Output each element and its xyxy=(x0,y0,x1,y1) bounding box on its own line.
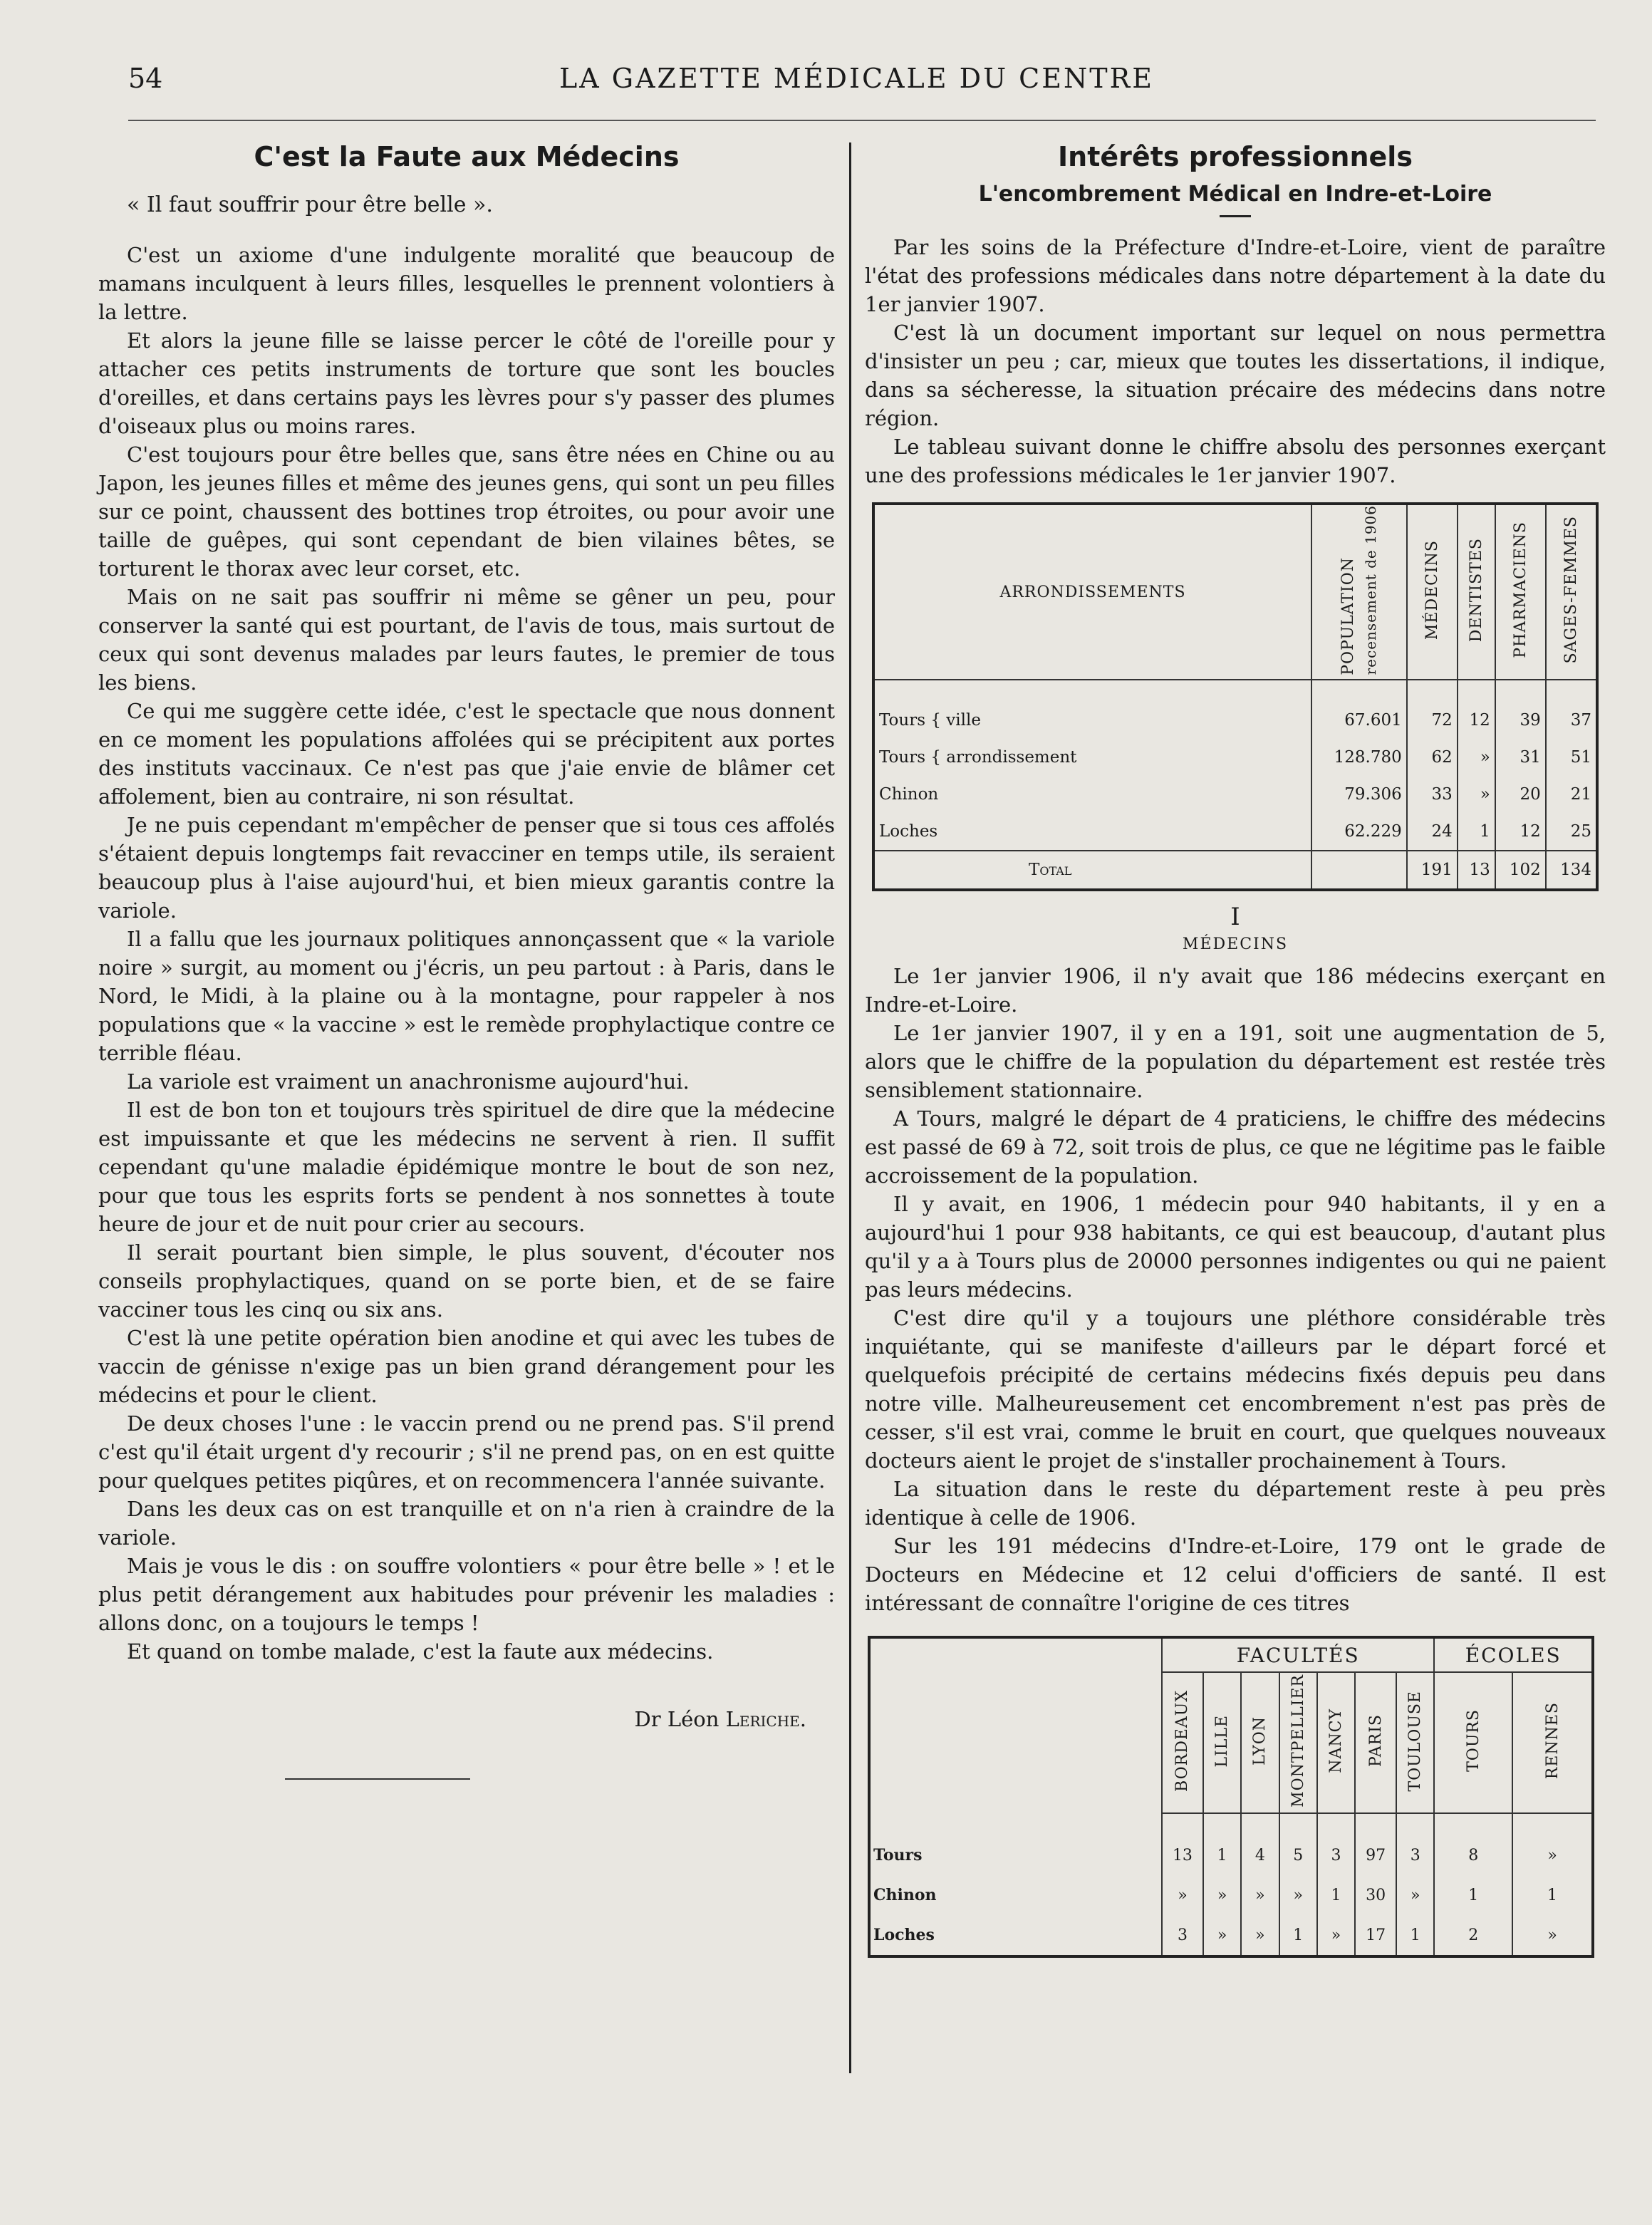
left-paragraph: C'est un axiome d'une indulgente moralité que beaucoup de mamans inculquent à leurs filles, lesquelles le prennent volontiers à la lettre. xyxy=(98,243,835,324)
cell: 12 xyxy=(1495,813,1546,851)
cell: » xyxy=(1203,1915,1241,1956)
right-paragraph: Sur les 191 médecins d'Indre-et-Loire, 179 ont le grade de Docteurs en Médecine et 12 celui d'officiers de santé. Il est intéressant de connaître l'origine de ces titres xyxy=(865,1534,1606,1616)
signature-prefix: Dr Léon xyxy=(634,1707,726,1731)
cell: 24 xyxy=(1407,813,1458,851)
page-header xyxy=(128,63,1546,105)
table-row xyxy=(869,1875,1593,1915)
right-paragraph: Le 1er janvier 1906, il n'y avait que 186 médecins exerçant en Indre-et-Loire. xyxy=(865,964,1606,1017)
column-label: PARIS xyxy=(1366,1714,1385,1768)
header-rule xyxy=(128,120,1596,121)
right-paragraph: Le tableau suivant donne le chiffre absolu des personnes exerçant une des professions médicales le 1er janvier 1907. xyxy=(865,435,1606,487)
cell: 102 xyxy=(1495,851,1546,890)
right-paragraph: Le 1er janvier 1907, il y en a 191, soit une augmentation de 5, alors que le chiffre de la population du département est restée très sensiblement stationnaire. xyxy=(865,1021,1606,1103)
facultes-header: FACULTÉS xyxy=(1162,1637,1434,1672)
cell: 1 xyxy=(1434,1875,1512,1915)
cell: 3 xyxy=(1396,1813,1434,1875)
column-divider xyxy=(849,142,851,2073)
left-paragraph: Il est de bon ton et toujours très spirituel de dire que la médecine est impuissante et que les médecins ne servent à rien. Il suffit cependant qu'une maladie épidémique montre le bout de son nez, pour que tous les esprits forts se pendent à nos sonnettes à toute heure de jour et de nuit pour crier au secours. xyxy=(98,1098,835,1236)
section-number: I xyxy=(1230,903,1240,932)
right-paragraph: C'est dire qu'il y a toujours une pléthore considérable très inquiétante, qui se manifeste d'ailleurs par le départ forcé et quelquefois précipité de certains médecins fixés depuis peu dans notre ville. Malheureusement cet encombrement n'est pas près de cesser, s'il est vrai, comme le bruit en court, que quelques nouveaux docteurs aient le projet de s'installer prochainement à Tours. xyxy=(865,1306,1606,1473)
right-paragraph: C'est là un document important sur lequel on nous permettra d'insister un peu ; car, mieux que toutes les dissertations, il indique, dans sa sécheresse, la situation précaire des médecins dans notre région. xyxy=(865,321,1606,430)
cell: 79.306 xyxy=(1311,776,1407,813)
blank-header xyxy=(869,1637,1162,1813)
column-header xyxy=(1162,1672,1203,1813)
left-paragraph: Dans les deux cas on est tranquille et on n'a rien à craindre de la variole. xyxy=(98,1497,835,1550)
cell: 31 xyxy=(1495,739,1546,776)
column-label: TOULOUSE xyxy=(1406,1690,1425,1792)
column-label: LILLE xyxy=(1213,1714,1232,1768)
cell: 17 xyxy=(1355,1915,1396,1956)
table-total-row xyxy=(873,851,1597,890)
cell: 1 xyxy=(1396,1915,1434,1956)
left-paragraph: Il serait pourtant bien simple, le plus souvent, d'écouter nos conseils prophylactiques, quand on se porte bien, et de se faire vacciner tous les cinq ou six ans. xyxy=(98,1240,835,1322)
diploma-origin-table xyxy=(868,1636,1594,1958)
cell: » xyxy=(1458,776,1495,813)
cell: » xyxy=(1512,1813,1593,1875)
table-header-sages-femmes xyxy=(1546,504,1597,680)
cell: 191 xyxy=(1407,851,1458,890)
cell: 3 xyxy=(1317,1813,1355,1875)
row-label: Loches xyxy=(873,813,1311,851)
cell: 1 xyxy=(1203,1813,1241,1875)
right-article-subtitle: L'encombrement Médical en Indre-et-Loire xyxy=(978,182,1492,207)
left-paragraph: La variole est vraiment un anachronisme aujourd'hui. xyxy=(127,1069,690,1094)
ecoles-header: ÉCOLES xyxy=(1434,1637,1593,1672)
cell: » xyxy=(1512,1915,1593,1956)
total-label-text: Total xyxy=(1029,861,1072,880)
table-row xyxy=(873,776,1597,813)
right-paragraph: A Tours, malgré le départ de 4 praticiens, le chiffre des médecins est passé de 69 à 72, soit trois de plus, ce que ne légitime pas le faible accroissement de la population. xyxy=(865,1106,1606,1188)
right-article-title: Intérêts professionnels xyxy=(1058,141,1413,172)
cell: 134 xyxy=(1546,851,1597,890)
table-header-arrondissements: ARRONDISSEMENTS xyxy=(873,504,1311,680)
column-label: BORDEAUX xyxy=(1173,1689,1192,1792)
cell: 8 xyxy=(1434,1813,1512,1875)
cell: 13 xyxy=(1162,1813,1203,1875)
column-header xyxy=(1434,1672,1512,1813)
cell: 72 xyxy=(1407,680,1458,739)
cell: 13 xyxy=(1458,851,1495,890)
left-paragraph: C'est toujours pour être belles que, sans être nées en Chine ou au Japon, les jeunes filles et même des jeunes gens, qui sont un peu filles sur ce point, chaussent des bottines trop étroites, ou pour avoir une taille de guêpes, qui sont cependant de bien vilaines bêtes, se torturent le thorax avec leur corset, etc. xyxy=(98,442,835,581)
cell: 67.601 xyxy=(1311,680,1407,739)
cell: 33 xyxy=(1407,776,1458,813)
right-paragraph: La situation dans le reste du département reste à peu près identique à celle de 1906. xyxy=(865,1477,1606,1530)
right-article xyxy=(865,135,1606,1958)
cell: 1 xyxy=(1512,1875,1593,1915)
column-label: DENTISTES xyxy=(1467,538,1485,643)
row-label: Tours { ville xyxy=(873,680,1311,739)
left-paragraph: Mais on ne sait pas souffrir ni même se gêner un peu, pour conserver la santé qui est pourtant, de l'avis de tous, mais surtout de ceux qui sont devenus malades par leurs fautes, le premier de tous les biens. xyxy=(98,585,835,695)
table-row xyxy=(869,1915,1593,1956)
column-header xyxy=(1203,1672,1241,1813)
cell: 20 xyxy=(1495,776,1546,813)
total-label xyxy=(873,851,1311,890)
row-label: Loches xyxy=(869,1915,1162,1956)
cell: 97 xyxy=(1355,1813,1396,1875)
page-number: 54 xyxy=(128,63,163,94)
table-header-dentistes xyxy=(1458,504,1495,680)
cell: 30 xyxy=(1355,1875,1396,1915)
column-header xyxy=(1317,1672,1355,1813)
column-header xyxy=(1241,1672,1279,1813)
column-header xyxy=(1396,1672,1434,1813)
table-header-population xyxy=(1311,504,1407,680)
cell: 3 xyxy=(1162,1915,1203,1956)
cell: 62.229 xyxy=(1311,813,1407,851)
column-label: SAGES-FEMMES xyxy=(1562,516,1580,664)
cell: 12 xyxy=(1458,680,1495,739)
section-label: MÉDECINS xyxy=(1182,935,1289,954)
column-label: PHARMACIENS xyxy=(1511,522,1529,659)
cell: 1 xyxy=(1317,1875,1355,1915)
column-label: TOURS xyxy=(1464,1709,1482,1773)
column-header xyxy=(1279,1672,1317,1813)
epigraph: « Il faut souffrir pour être belle ». xyxy=(127,192,493,217)
left-paragraph: Je ne puis cependant m'empêcher de penser que si tous ces affolés s'étaient depuis longtemps fait revacciner en temps utile, ils seraient beaucoup plus à l'aise aujourd'hui, et bien mieux garantis contre la variole. xyxy=(98,813,835,923)
column-label: MONTPELLIER xyxy=(1289,1674,1307,1808)
cell: » xyxy=(1162,1875,1203,1915)
column-header xyxy=(1355,1672,1396,1813)
cell: » xyxy=(1241,1915,1279,1956)
column-label: LYON xyxy=(1251,1716,1269,1765)
cell: 37 xyxy=(1546,680,1597,739)
table-header-pharmaciens xyxy=(1495,504,1546,680)
row-label: Chinon xyxy=(873,776,1311,813)
table-row xyxy=(869,1813,1593,1875)
table-row xyxy=(873,680,1597,739)
cell: 51 xyxy=(1546,739,1597,776)
running-title: LA GAZETTE MÉDICALE DU CENTRE xyxy=(559,63,1154,94)
cell: 128.780 xyxy=(1311,739,1407,776)
table-header-medecins xyxy=(1407,504,1458,680)
census-label: recensement de 1906 xyxy=(1362,505,1380,675)
left-paragraph: C'est là une petite opération bien anodine et qui avec les tubes de vaccin de génisse n'exige pas un bien grand dérangement pour les médecins et pour le client. xyxy=(98,1326,835,1407)
end-rule xyxy=(285,1778,470,1780)
left-paragraph: Et quand on tombe malade, c'est la faute aux médecins. xyxy=(127,1639,714,1664)
column-header xyxy=(1512,1672,1593,1813)
cell: » xyxy=(1279,1875,1317,1915)
cell: 2 xyxy=(1434,1915,1512,1956)
column-label: RENNES xyxy=(1543,1702,1562,1780)
author-signature xyxy=(98,1707,806,1731)
cell: » xyxy=(1396,1875,1434,1915)
right-paragraph: Par les soins de la Préfecture d'Indre-et-Loire, vient de paraître l'état des professions médicales dans notre département à la date du 1er janvier 1907. xyxy=(865,235,1606,316)
cell: » xyxy=(1241,1875,1279,1915)
cell: » xyxy=(1317,1915,1355,1956)
cell: » xyxy=(1458,739,1495,776)
row-label: Tours { arrondissement xyxy=(873,739,1311,776)
left-paragraph: Mais je vous le dis : on souffre volontiers « pour être belle » ! et le plus petit dérangement aux habitudes pour prévenir les maladies : allons donc, on a toujours le temps ! xyxy=(98,1554,835,1635)
left-paragraph: De deux choses l'une : le vaccin prend ou ne prend pas. S'il prend c'est qu'il était urgent d'y recourir ; s'il ne prend pas, on en est quitte pour quelques petites piqûres, et on recommencera l'année suivante. xyxy=(98,1411,835,1493)
column-label: NANCY xyxy=(1327,1708,1346,1773)
left-paragraph: Il a fallu que les journaux politiques annonçassent que « la variole noire » surgit, au moment ou j'écris, un peu partout : à Paris, dans le Nord, le Midi, à la plaine ou à la montagne, pour rappeler à nos populations que « la vaccine » est le remède prophylactique contre ce terrible fléau. xyxy=(98,927,835,1065)
cell: 1 xyxy=(1279,1915,1317,1956)
column-label: MÉDECINS xyxy=(1423,540,1441,640)
left-paragraph: Et alors la jeune fille se laisse percer le côté de l'oreille pour y attacher ces petits instruments de torture que sont les boucles d'oreilles, et dans certains pays les lèvres pour s'y passer des plumes d'oiseaux plus ou moins rares. xyxy=(98,328,835,438)
row-label: Chinon xyxy=(869,1875,1162,1915)
left-article xyxy=(98,135,835,1780)
cell: 39 xyxy=(1495,680,1546,739)
row-label: Tours xyxy=(869,1813,1162,1875)
signature-name: Leriche. xyxy=(725,1707,806,1731)
population-label: POPULATION xyxy=(1339,556,1357,675)
cell: 21 xyxy=(1546,776,1597,813)
right-paragraph: Il y avait, en 1906, 1 médecin pour 940 habitants, il y en a aujourd'hui 1 pour 938 habitants, ce qui est beaucoup, d'autant plus qu'il y a à Tours plus de 20000 personnes indigentes ou qui ne paient pas leurs médecins. xyxy=(865,1192,1606,1302)
cell: 1 xyxy=(1458,813,1495,851)
cell: 62 xyxy=(1407,739,1458,776)
cell xyxy=(1311,851,1407,890)
cell: 5 xyxy=(1279,1813,1317,1875)
table-row xyxy=(873,813,1597,851)
title-rule xyxy=(1220,215,1251,217)
professions-table xyxy=(872,502,1599,891)
cell: 25 xyxy=(1546,813,1597,851)
left-article-title: C'est la Faute aux Médecins xyxy=(254,141,680,172)
cell: » xyxy=(1203,1875,1241,1915)
cell: 4 xyxy=(1241,1813,1279,1875)
left-paragraph: Ce qui me suggère cette idée, c'est le spectacle que nous donnent en ce moment les populations affolées qui se précipitent aux portes des instituts vaccinaux. Ce n'est pas que j'aie envie de blâmer cet affolement, bien au contraire, ni son résultat. xyxy=(98,699,835,809)
table-row xyxy=(873,739,1597,776)
